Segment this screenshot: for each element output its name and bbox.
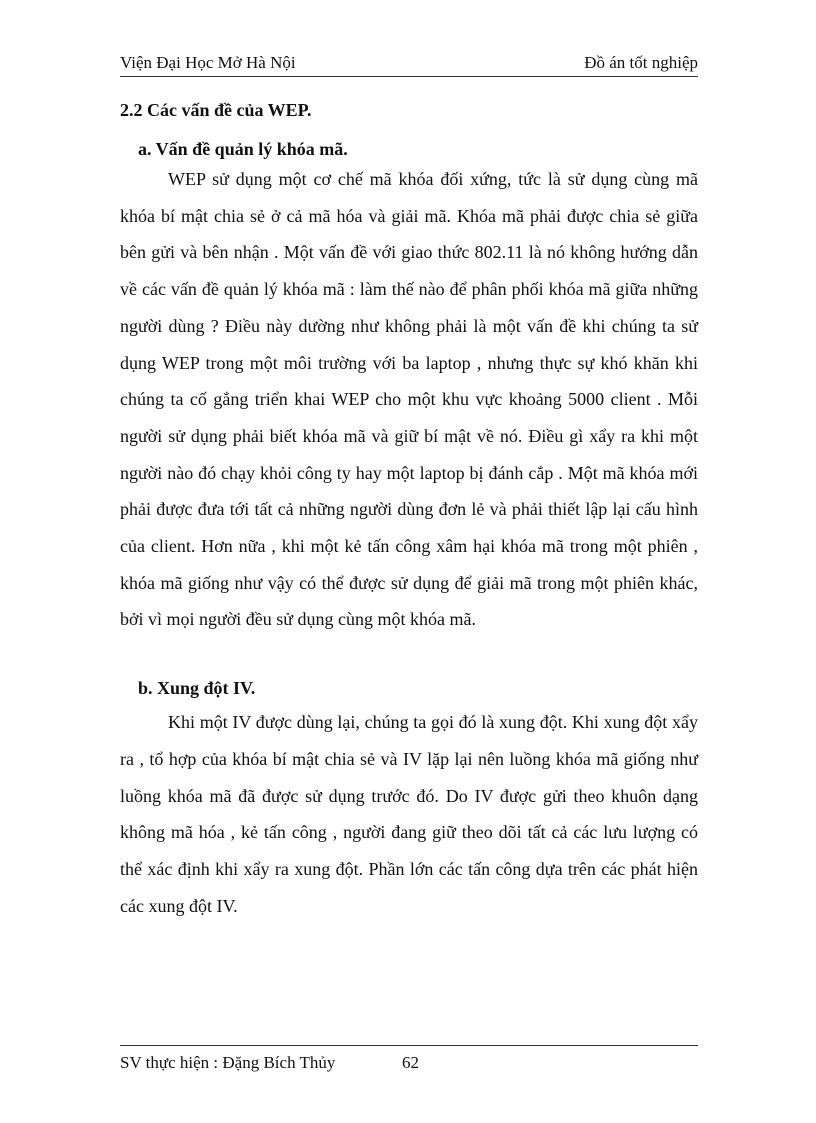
footer-author: SV thực hiện : Đặng Bích Thủy bbox=[120, 1053, 336, 1072]
header-institution: Viện Đại Học Mở Hà Nội bbox=[120, 53, 296, 72]
spacer bbox=[120, 638, 698, 676]
page-content bbox=[120, 98, 698, 924]
section-title: 2.2 Các vấn đề của WEP. bbox=[120, 100, 312, 120]
subsection-b-paragraph: Khi một IV được dùng lại, chúng ta gọi đó là xung đột. Khi xung đột xẩy ra , tổ hợp của khóa bí mật chia sẻ và IV lặp lại nên luồng khóa mã giống như luồng khóa mã đã được sử dụng trước đó. Do IV được gửi theo khuôn dạng không mã hóa , kẻ tấn công , người đang giữ theo dõi tất cả các lưu lượng có thể xác định khi xẩy ra xung đột. Phần lớn các tấn công dựa trên các phát hiện các xung đột IV. bbox=[120, 712, 698, 916]
page-header bbox=[120, 52, 698, 77]
page-number: 62 bbox=[402, 1053, 419, 1072]
subsection-a-title: a. Vấn đề quản lý khóa mã. bbox=[138, 139, 348, 159]
page-footer bbox=[120, 1045, 698, 1074]
subsection-b-title: b. Xung đột IV. bbox=[138, 678, 256, 699]
subsection-a-paragraph: WEP sử dụng một cơ chế mã khóa đối xứng, tức là sử dụng cùng mã khóa bí mật chia sẻ ở cả mã hóa và giải mã. Khóa mã phải được chia sẻ giữa bên gửi và bên nhận . Một vấn đề với giao thức 802.11 là nó không hướng dẫn về các vấn đề quản lý khóa mã : làm thế nào để phân phối khóa mã giữa những người dùng ? Điều này dường như không phải là một vấn đề khi chúng ta sử dụng WEP trong một môi trường với ba laptop , nhưng thực sự khó khăn khi chúng ta cố gắng triển khai WEP cho một khu vực khoảng 5000 client . Mỗi người sử dụng phải biết khóa mã và giữ bí mật về nó. Điều gì xẩy ra khi một người nào đó chạy khỏi công ty hay một laptop bị đánh cắp . Một mã khóa mới phải được đưa tới tất cả những người dùng đơn lẻ và phải thiết lập lại cấu hình của client. Hơn nữa , khi một kẻ tấn công xâm hại khóa mã trong một phiên , khóa mã giống như vậy có thể được sử dụng để giải mã trong một phiên khác, bởi vì mọi người đều sử dụng cùng một khóa mã. bbox=[120, 169, 698, 630]
header-document-type: Đồ án tốt nghiệp bbox=[584, 53, 698, 72]
